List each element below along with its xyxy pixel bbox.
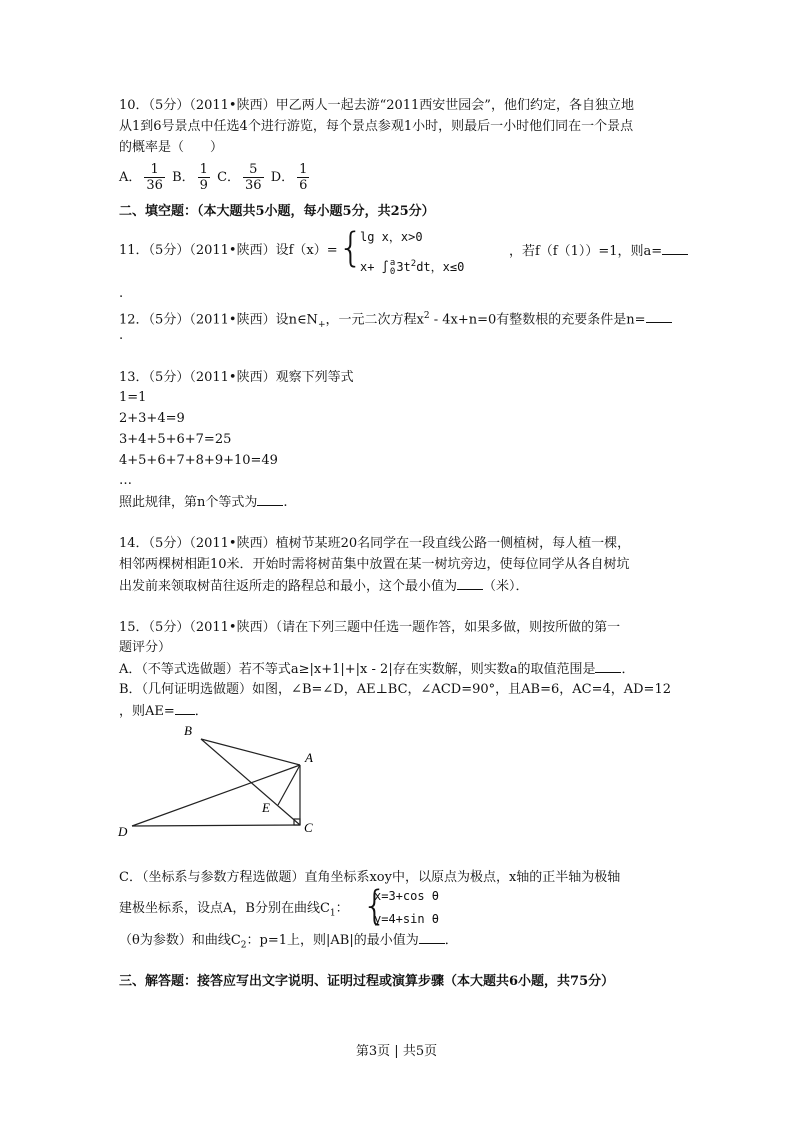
- q13-ellipsis: …: [119, 473, 132, 488]
- q13-line1: 13．（5分）（2011•陕西）观察下列等式: [119, 370, 354, 385]
- q10-option-c-label: C．: [217, 170, 241, 185]
- q10-option-a-label: A．: [119, 170, 142, 185]
- q15a-answer-blank[interactable]: [595, 660, 621, 673]
- q12-line: 12．（5分）（2011•陕西）设$n\in N_+$，一元二次方程$x^2 - 4x+n=0$有整数根的充要条件是n=: [119, 307, 672, 334]
- q14-line3: 出发前来领取树苗往返所走的路程总和最小，这个最小值为 （米）．: [119, 579, 529, 594]
- q11-suffix: ，若f（f（1））=1，则a=: [509, 242, 688, 261]
- q12-answer-blank[interactable]: [646, 310, 672, 323]
- label-B: B: [184, 723, 192, 738]
- section2-heading: 二、填空题：（本大题共5小题，每小题5分，共25分）: [119, 204, 435, 219]
- q11-case1: lg x，x>0: [360, 230, 423, 244]
- q13-eq1: 1=1: [119, 390, 147, 405]
- q10-option-c-fraction: $\frac{5}{36}$: [245, 162, 262, 193]
- q15-option-c-line2: 建极坐标系，设点A，B分别在曲线$C_1$：: [119, 901, 349, 919]
- q15-line2: 题评分）: [119, 640, 172, 655]
- q15c-case2: y=4+sin θ: [374, 912, 440, 926]
- q11-prefix: 11．（5分）（2011•陕西）设f（x）=: [119, 243, 338, 258]
- q15-option-a: A．（不等式选做题）若不等式a≥|x+1|+|x - 2|存在实数解，则实数a的取值范围是 ．: [119, 662, 635, 677]
- page-footer: 第3页 | 共5页: [355, 1044, 438, 1059]
- label-C: C: [304, 820, 313, 835]
- q14-line1: 14．（5分）（2011•陕西）植树节某班20名同学在一段直线公路一侧植树，每人植一棵，: [119, 536, 631, 551]
- label-D: D: [118, 824, 128, 839]
- q10-option-b-label: B．: [172, 170, 195, 185]
- label-A: A: [305, 750, 313, 765]
- q11-brace: {: [338, 225, 364, 271]
- q15b-answer-blank[interactable]: [175, 702, 195, 715]
- q15-option-b-line1: B．（几何证明选做题）如图，∠B=∠D，AE⊥BC，∠ACD=90°，且AB=6，AC=4，AD=12: [119, 682, 671, 697]
- q15-option-c-line1: C．（坐标系与参数方程选做题）直角坐标系xoy中，以原点为极点，x轴的正半轴为极轴: [119, 870, 621, 885]
- q10-option-d-label: D．: [270, 170, 295, 185]
- q13-eq2: 2+3+4=9: [119, 411, 185, 426]
- q10-line1: 10．（5分）（2011•陕西）甲乙两人一起去游“2011西安世园会”，他们约定，各自独立地: [119, 98, 634, 113]
- q10-line3: 的概率是（ ）: [119, 140, 224, 155]
- q14-line2: 相邻两棵树相距10米．开始时需将树苗集中放置在某一树坑旁边，使每位同学从各自树坑: [119, 557, 630, 572]
- q15c-case1: x=3+cos θ: [374, 889, 440, 903]
- section3-heading: 三、解答题：接答应写出文字说明、证明过程或演算步骤（本大题共6小题，共75分）: [119, 974, 615, 989]
- q15-option-c-line3: （θ为参数）和曲线$C_2$：p=1上，则|AB|的最小值为 ．: [119, 933, 458, 951]
- q10-option-d-fraction: $\frac{1}{6}$: [299, 162, 308, 193]
- segment-AE: [278, 765, 300, 805]
- q13-eq3: 3+4+5+6+7=25: [119, 432, 232, 447]
- q15-option-b-line2: ，则AE= ．: [119, 704, 208, 719]
- q11-case2: x+ ∫ a 0 $3t^2dt$，x≤0: [360, 257, 465, 277]
- q15c-answer-blank[interactable]: [419, 931, 445, 944]
- q10-option-b-fraction: $\frac{1}{9}$: [199, 162, 208, 193]
- q15c-brace: {: [362, 883, 388, 929]
- q13-answer-blank[interactable]: [257, 493, 283, 506]
- q10-option-a-fraction: $\frac{1}{36}$: [146, 162, 163, 193]
- label-E: E: [262, 800, 270, 815]
- segment-DA: [132, 765, 300, 826]
- q15-line1: 15．（5分）（2011•陕西）（请在下列三题中任选一题作答，如果多做，则按所做的第一: [119, 620, 621, 635]
- q11-end: .: [119, 286, 124, 301]
- segment-DC: [132, 825, 300, 826]
- q11-answer-blank[interactable]: [662, 242, 688, 255]
- q13-last: 照此规律，第n个等式为 .: [119, 495, 288, 510]
- q14-answer-blank[interactable]: [457, 577, 483, 590]
- geometry-figure: [110, 720, 320, 845]
- q12-end: .: [119, 328, 124, 343]
- q10-options: [119, 160, 312, 196]
- q10-line2: 从1到6号景点中任选4个进行游览，每个景点参观1小时，则最后一小时他们同在一个景点: [119, 119, 634, 134]
- q13-eq4: 4+5+6+7+8+9+10=49: [119, 453, 278, 468]
